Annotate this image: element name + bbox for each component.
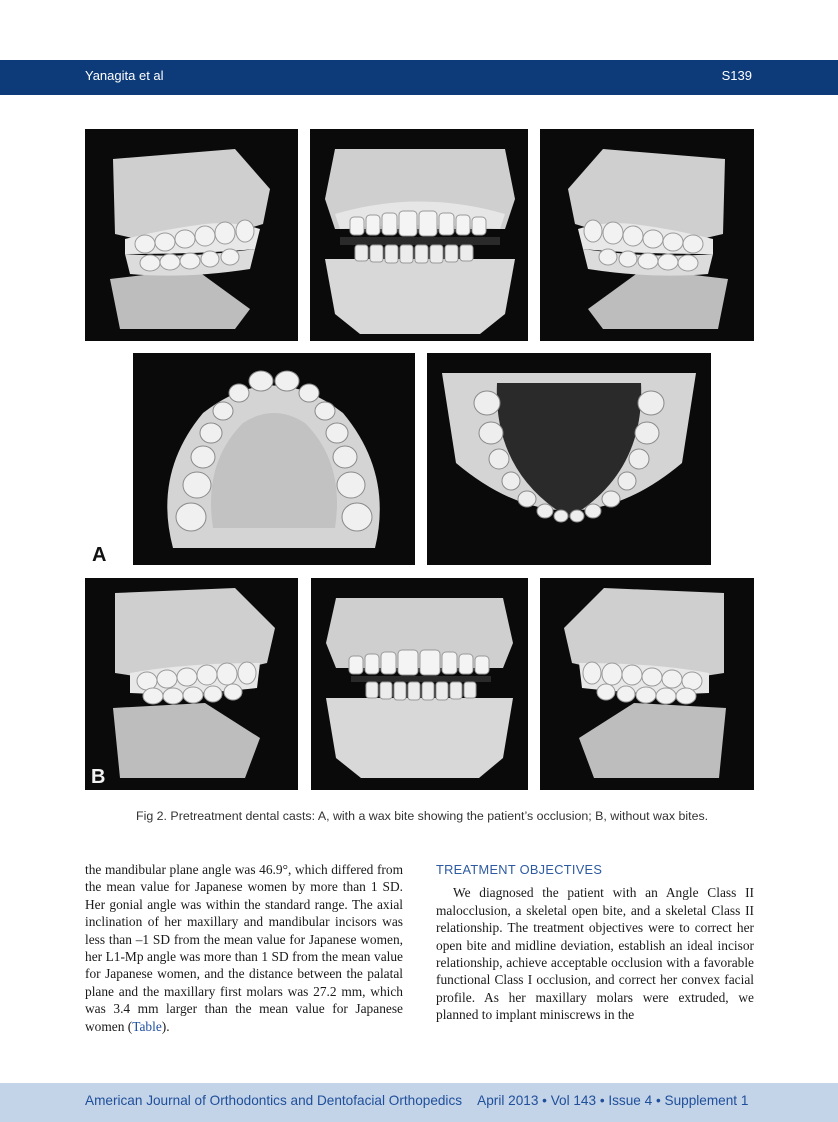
- cast-a-frontal: [310, 129, 528, 341]
- body-right-column: [436, 861, 754, 1024]
- footer-citation: [85, 1093, 753, 1108]
- footer-issue-info: April 2013 • Vol 143 • Issue 4 • Supplement 1: [477, 1093, 749, 1108]
- page-number: S139: [721, 68, 752, 83]
- figure-caption: Fig 2. Pretreatment dental casts: A, with a wax bite showing the patient’s occlusion; B, without wax bites.: [136, 809, 709, 823]
- cast-a-mandibular-occlusal: [427, 353, 711, 565]
- body-left-text: the mandibular plane angle was 46.9°, which differed from the mean value for Japanese women by more than 1 SD. Her gonial angle was within the standard range. The axial inclination of her maxillary and mandibular incisors was less than –1 SD from the mean value for Japanese women, her L1-Mp angle was more than 1 SD from the mean value for Japanese women, and the distance between the palatal plane and the maxillary first molars was 27.2 mm, which was 3.4 mm larger than the mean value for Japanese women (: [85, 862, 403, 1034]
- cast-b-frontal: [311, 578, 528, 790]
- body-right-paragraph: We diagnosed the patient with an Angle Class II malocclusion, a skeletal open bite, and a skeletal Class II relationship. The treatment objectives were to correct her open bite and midline deviation, establish an ideal incisor relationship, achieve acceptable occlusion with a favorable functional Class I occlusion, and correct her convex facial profile. As her maxillary molars were extruded, we planned to implant miniscrews in the: [436, 885, 754, 1023]
- cast-a-right-lateral: [85, 129, 298, 341]
- cast-b-right-lateral: [85, 578, 298, 790]
- body-left-paragraph: [85, 861, 403, 1035]
- body-left-column: [85, 861, 403, 1035]
- footer-journal: American Journal of Orthodontics and Dentofacial Orthopedics: [85, 1093, 463, 1108]
- section-heading: TREATMENT OBJECTIVES: [436, 862, 603, 877]
- body-left-text-end: ).: [161, 1018, 170, 1034]
- cast-b-left-lateral: [540, 578, 754, 790]
- cast-a-left-lateral: [540, 129, 754, 341]
- panel-a-label: A: [92, 544, 107, 566]
- running-footer: [0, 1083, 838, 1122]
- table-link[interactable]: Table: [132, 1018, 162, 1034]
- panel-b-label: B: [91, 766, 106, 788]
- cast-a-maxillary-occlusal: [133, 353, 415, 565]
- running-header: [0, 60, 838, 95]
- running-header-authors: Yanagita et al: [85, 68, 164, 83]
